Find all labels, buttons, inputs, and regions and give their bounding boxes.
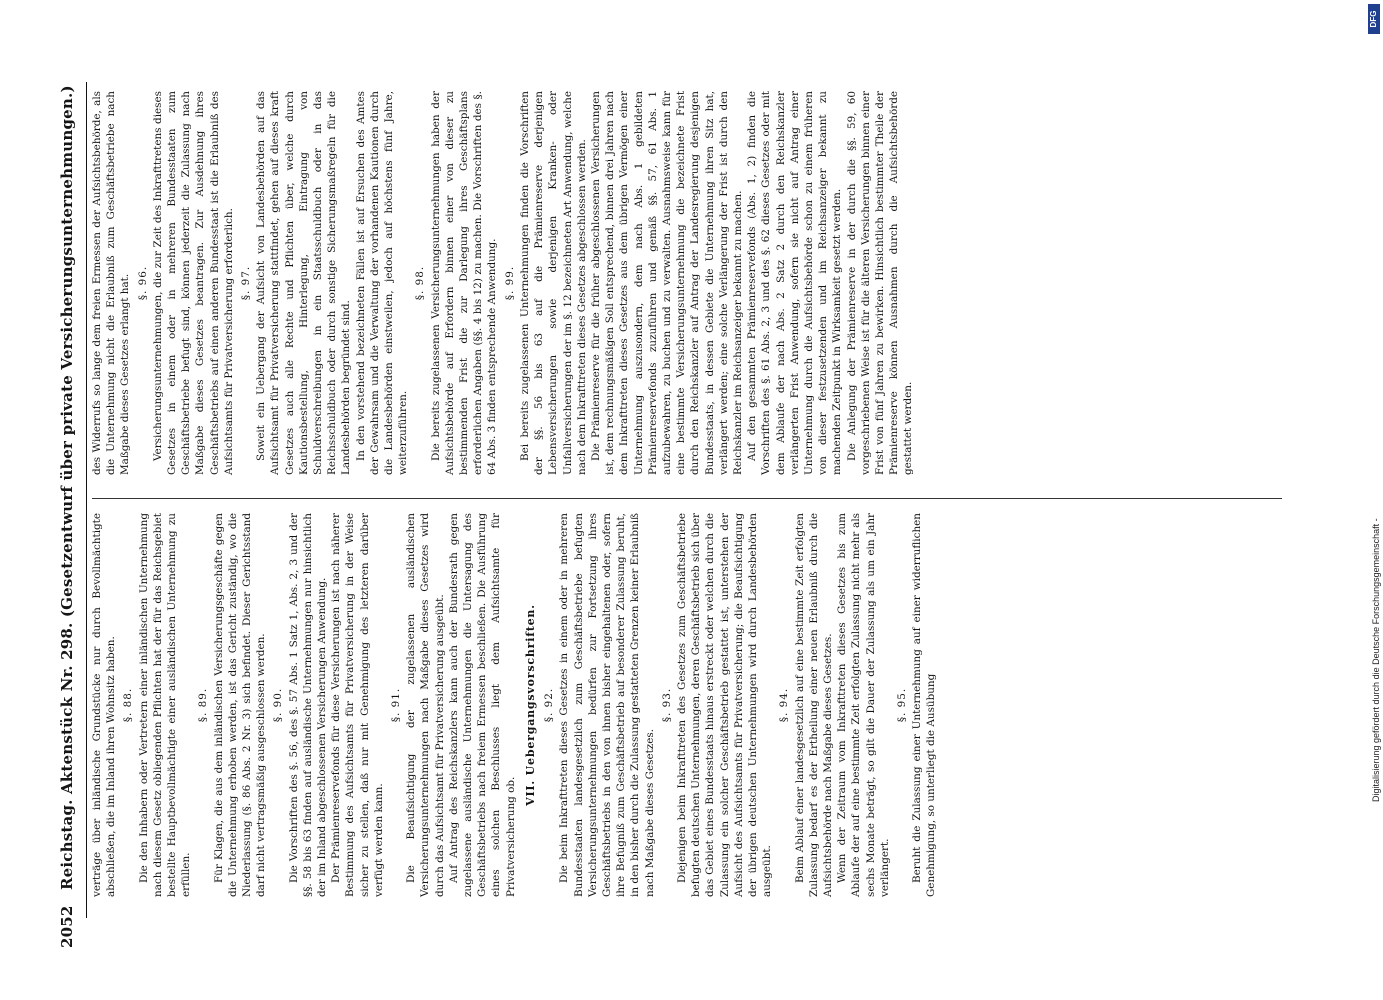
- paragraph-heading: §. 91.: [390, 687, 403, 723]
- body-paragraph: Die Prämienreserve für die früher abgeschlossenen Versicherungen ist, dem rechnungsmäßigen Soll entsprechend, binnen drei Jahren nach dem Inkrafttreten dieses Gesetzes aus dem übrigen Vermögen einer Unternehmung auszusondern, dem nach Abs. 1 gebildeten Prämienreservefonds zuzuführen und gemäß §§. 57, 61 Abs. 1 aufzubewahren, zu buchen und zu verwalten. Ausnahmsweise kann für eine bestimmte Versicherungsunternehmung die bezeichnete Frist durch den Reichskanzler auf Antrag der Landesregierung desjenigen Bundesstaats, in dessen Gebiete die Unternehmung ihren Sitz hat, verlängert werden; eine solche Verlängerung der Frist ist durch den Reichskanzler im Reichsanzeiger bekannt zu machen.: [589, 91, 744, 475]
- paragraph-heading: §. 98.: [414, 265, 427, 301]
- side-note: [1370, 10, 1383, 990]
- body-paragraph: Versicherungsunternehmungen, die zur Zeit des Inkrafttretens dieses Gesetzes in einem oder in mehreren Bundesstaaten zum Geschäftsbetriebe befugt sind, können jederzeit die Zulassung nach Maßgabe dieses Gesetzes beantragen. Zur Ausdehnung ihres Geschäftsbetriebs auf einen anderen Bundesstaat ist die Erlaubniß des Aufsichtsamts für Privatversicherung erforderlich.: [151, 91, 235, 475]
- body-paragraph: Die bereits zugelassenen Versicherungsunternehmungen haben der Aufsichtsbehörde auf Erfordern binnen einer von dieser zu bestimmenden Frist die zur Darlegung ihres Geschäftsplans erforderlichen Angaben (§§. 4 bis 12) zu machen. Die Vorschriften des §. 64 Abs. 3 finden entsprechende Anwendung.: [429, 91, 499, 475]
- body-paragraph: In den vorstehend bezeichneten Fällen ist auf Ersuchen des Amtes der Gewahrsam und die Verwaltung der vorhandenen Kautionen durch die Landesbehörden einstweilen, jedoch auf höchstens fünf Jahre, weiterzuführen.: [354, 91, 410, 475]
- body-paragraph: Die Anlegung der Prämienreserve in der durch die §§. 59, 60 vorgeschriebenen Weise ist für die älteren Versicherungen binnen einer Frist von fünf Jahren zu bewirken. Hinsichtlich bestimmter Theile der Prämienreserve können Ausnahmen durch die Aufsichtsbehörde gestattet werden.: [845, 91, 915, 475]
- paragraph-heading: §. 89.: [197, 687, 210, 723]
- body-paragraph: Die Vorschriften des §. 56, des §. 57 Abs. 1 Satz 1, Abs. 2, 3 und der §§. 58 bis 63 finden auf ausländische Unternehmungen nur hinsichtlich der im Inland abgeschlossenen Versicherungen Anwendung.: [287, 513, 329, 897]
- dfg-logo-text: DFG: [1369, 10, 1378, 28]
- body-paragraph: Beruht die Zulassung einer Unternehmung auf einer widerruflichen Genehmigung, so unterliegt die Ausübung: [911, 513, 938, 897]
- body-paragraph: Beim Ablauf einer landesgesetzlich auf eine bestimmte Zeit erfolgten Zulassung bedarf es der Ertheilung einer neuen Erlaubniß durch die Aufsichtsbehörde nach Maßgabe dieses Gesetzes.: [793, 513, 834, 897]
- header-title: Reichstag. Aktenstück Nr. 298. (Gesetzentwurf über private Versicherungsunternehmungen.): [58, 85, 76, 890]
- paragraph-heading: §. 95.: [895, 687, 908, 723]
- paragraph-heading: §. 99.: [503, 265, 516, 301]
- body-paragraph: Der Prämienreservefonds für diese Versicherungen ist nach näherer Bestimmung des Aufsichtsamts für Privatversicherung in der Weise sicher zu stellen, daß nur mit Genehmigung des letzteren darüber verfügt werden kann.: [330, 513, 385, 897]
- paragraph-heading: §. 92.: [543, 687, 556, 723]
- paragraph-heading: §. 94.: [778, 687, 791, 723]
- page-number: 2052: [58, 905, 76, 948]
- paragraph-heading: §. 88.: [122, 687, 135, 723]
- body-paragraph: Diejenigen beim Inkrafttreten des Gesetzes zum Geschäftsbetriebe befugten deutschen Unternehmungen, deren Geschäftsbetrieb sich über das Gebiet eines Bundesstaats hinaus erstreckt oder welchen durch die Zulassung ein solcher Geschäftsbetrieb gestattet ist, unterstehen der Aufsicht des Aufsichtsamts für Privatversicherung; die Beaufsichtigung der übrigen deutschen Unternehmungen wird durch Landesbehörden ausgeübt.: [675, 513, 774, 897]
- paragraph-heading: §. 97.: [240, 265, 253, 301]
- body-paragraph: Die Beaufsichtigung der zugelassenen ausländischen Versicherungsunternehmungen nach Maßgabe dieses Gesetzes wird durch das Aufsichtsamt für Privatversicherung ausgeübt.: [405, 513, 446, 897]
- body-paragraph: Auf den gesammten Prämienreservefonds (Abs. 1, 2) finden die Vorschriften des §. 61 Abs. 2, 3 und des §. 62 dieses Gesetzes oder mit dem Ablaufe der nach Abs. 2 Satz 2 durch den Reichskanzler verlängerten Frist Anwendung, sofern sie nicht auf Antrag einer Unternehmung durch die Aufsichtsbehörde schon zu einem früheren von dieser festzusetzenden und im Reichsanzeiger bekannt zu machenden Zeitpunkt in Wirksamkeit gesetzt werden.: [746, 91, 844, 475]
- paragraph-heading: §. 93.: [660, 687, 673, 723]
- body-paragraph: Soweit ein Uebergang der Aufsicht von Landesbehörden auf das Aufsichtsamt für Privatversicherung stattfindet, gehen auf dieses kraft Gesetzes auch alle Rechte und Pflichten über, welche durch Kautionsbestellung, Hinterlegung, Eintragung von Schuldverschreibungen in ein Staatsschuldbuch oder in das Reichsschuldbuch oder durch sonstige Sicherungsmaßregeln für die Landesbehörden begründet sind.: [255, 91, 353, 475]
- header-rule: [86, 82, 87, 918]
- body-paragraph: Wenn der Zeitraum vom Inkrafttreten dieses Gesetzes bis zum Ablaufe der auf eine bestimmte Zeit erfolgten Zulassung nicht mehr als sechs Monate beträgt, so gilt die Dauer der Zulassung als um ein Jahr verlängert.: [836, 513, 891, 897]
- side-note-text: Digitalisierung gefördert durch die Deutsche Forschungsgemeinschaft -: [1371, 518, 1381, 802]
- body-paragraph: Die den Inhabern oder Vertretern einer inländischen Unternehmung nach diesem Gesetz obliegenden Pflichten hat der für das Reichsgebiet bestellte Hauptbevollmächtigte einer ausländischen Unternehmung zu erfüllen.: [137, 513, 193, 897]
- body-paragraph: Die beim Inkrafttreten dieses Gesetzes in einem oder in mehreren Bundesstaaten landesgesetzlich zum Geschäftsbetriebe befugten Versicherungsunternehmungen bedürfen zur Fortsetzung ihres Geschäftsbetriebs in den von ihnen bisher eingehaltenen oder, sofern ihre Befugniß zum Geschäftsbetrieb auf besonderer Zulassung beruht, in den bisher durch die Zulassung gestatteten Grenzen keiner Erlaubniß nach Maßgabe dieses Gesetzes.: [558, 513, 656, 897]
- body-paragraph: Bei bereits zugelassenen Unternehmungen finden die Vorschriften der §§. 56 bis 63 auf die Prämienreserve derjenigen Lebensversicherungen sowie derjenigen Kranken- oder Unfallversicherungen der im §. 12 bezeichneten Art Anwendung, welche nach dem Inkrafttreten dieses Gesetzes abgeschlossen werden.: [518, 91, 588, 475]
- right-column: [90, 91, 916, 475]
- body-paragraph: Für Klagen, die aus dem inländischen Versicherungsgeschäfte gegen die Unternehmung erhoben werden, ist das Gericht zuständig, wo die Niederlassung (§. 86 Abs. 2 Nr. 3) sich befindet. Dieser Gerichtsstand darf nicht vertragsmäßig ausgeschlossen werden.: [212, 513, 268, 897]
- section-heading: VII. Uebergangsvorschriften.: [523, 604, 537, 806]
- paragraph-heading: §. 96.: [136, 265, 149, 301]
- paragraph-heading: §. 90.: [272, 687, 285, 723]
- column-divider: [92, 498, 1282, 499]
- left-column: [90, 513, 939, 897]
- body-paragraph: Auf Antrag des Reichskanzlers kann auch der Bundesrath gegen zugelassene ausländische Unternehmungen die Untersagung des Geschäftsbetriebs nach freiem Ermessen beschließen. Die Ausführung eines solchen Beschlusses liegt dem Aufsichtsamte für Privatversicherung ob.: [447, 513, 517, 897]
- dfg-logo: [1368, 4, 1380, 34]
- body-paragraph: verträge über inländische Grundstücke nur durch Bevollmächtigte abschließen, die im Inland ihren Wohnsitz haben.: [91, 513, 118, 897]
- body-paragraph: des Widerrufs so lange dem freien Ermessen der Aufsichtsbehörde, als die Unternehmung nicht die Erlaubniß zum Geschäftsbetriebe nach Maßgabe dieses Gesetzes erlangt hat.: [91, 91, 132, 475]
- running-header: [58, 48, 82, 948]
